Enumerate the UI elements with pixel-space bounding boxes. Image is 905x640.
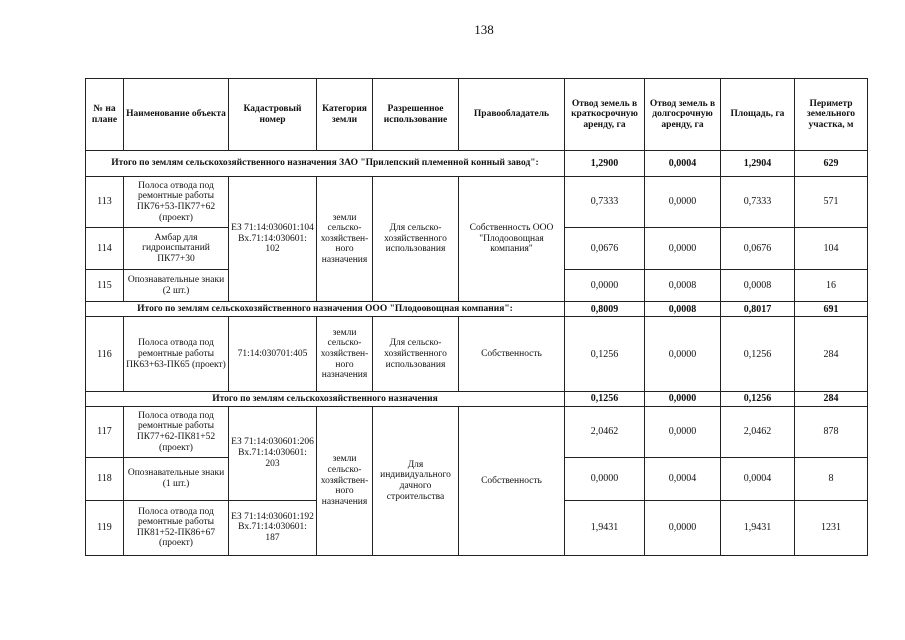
row-area: 0,0676 <box>721 227 795 270</box>
header-num: № на плане <box>86 79 124 151</box>
row-perimeter: 16 <box>795 270 868 302</box>
total-row <box>86 151 868 177</box>
row-num: 116 <box>86 317 124 391</box>
header-category: Категория земли <box>317 79 373 151</box>
header-short-lease: Отвод земель в краткосрочную аренду, га <box>565 79 645 151</box>
row-area: 0,1256 <box>721 317 795 391</box>
header-holder: Правообладатель <box>459 79 565 151</box>
row-permitted: Для сельско-хозяйственного использования <box>373 317 459 391</box>
table-row <box>86 317 868 391</box>
total-long-lease: 0,0008 <box>645 302 721 317</box>
row-num: 118 <box>86 458 124 501</box>
total-area: 0,8017 <box>721 302 795 317</box>
header-permitted: Разрешенное использование <box>373 79 459 151</box>
page-number: 138 <box>474 22 494 37</box>
total-long-lease: 0,0004 <box>645 151 721 177</box>
row-holder: Собственность <box>459 317 565 391</box>
row-short-lease: 0,0000 <box>565 270 645 302</box>
row-num: 113 <box>86 176 124 227</box>
table-row <box>86 407 868 458</box>
row-perimeter: 8 <box>795 458 868 501</box>
total-area: 1,2904 <box>721 151 795 177</box>
total-perimeter: 691 <box>795 302 868 317</box>
row-perimeter: 1231 <box>795 500 868 555</box>
header-long-lease: Отвод земель в долгосрочную аренду, га <box>645 79 721 151</box>
row-long-lease: 0,0000 <box>645 317 721 391</box>
row-name: Полоса отвода под ремонтные работы ПК81+52-ПК86+67 (проект) <box>124 500 229 555</box>
row-long-lease: 0,0000 <box>645 407 721 458</box>
total-label: Итого по землям сельскохозяйственного назначения ООО "Плодоовощная компания": <box>86 302 565 317</box>
row-name: Амбар для гидроиспытаний ПК77+30 <box>124 227 229 270</box>
table-row <box>86 176 868 227</box>
header-area: Площадь, га <box>721 79 795 151</box>
header-perimeter: Периметр земельного участка, м <box>795 79 868 151</box>
row-perimeter: 284 <box>795 317 868 391</box>
row-long-lease: 0,0000 <box>645 500 721 555</box>
header-cadastral: Кадастровый номер <box>229 79 317 151</box>
row-area: 1,9431 <box>721 500 795 555</box>
row-perimeter: 104 <box>795 227 868 270</box>
row-cadastral: ЕЗ 71:14:030601:192 Вх.71:14:030601: 187 <box>229 500 317 555</box>
total-short-lease: 0,8009 <box>565 302 645 317</box>
total-perimeter: 629 <box>795 151 868 177</box>
row-name: Опознавательные знаки (1 шт.) <box>124 458 229 501</box>
row-name: Полоса отвода под ремонтные работы ПК77+62-ПК81+52 (проект) <box>124 407 229 458</box>
row-long-lease: 0,0000 <box>645 176 721 227</box>
total-perimeter: 284 <box>795 391 868 406</box>
total-row <box>86 391 868 406</box>
row-area: 2,0462 <box>721 407 795 458</box>
row-category: земли сельско-хозяйствен-ного назначения <box>317 407 373 556</box>
row-short-lease: 0,0000 <box>565 458 645 501</box>
row-area: 0,0008 <box>721 270 795 302</box>
row-long-lease: 0,0000 <box>645 227 721 270</box>
row-short-lease: 2,0462 <box>565 407 645 458</box>
row-category: земли сельско-хозяйствен-ного назначения <box>317 317 373 391</box>
row-long-lease: 0,0004 <box>645 458 721 501</box>
land-allocation-table <box>85 78 868 556</box>
row-name: Полоса отвода под ремонтные работы ПК76+53-ПК77+62 (проект) <box>124 176 229 227</box>
row-num: 119 <box>86 500 124 555</box>
row-permitted: Для сельско-хозяйственного использования <box>373 176 459 302</box>
row-short-lease: 0,7333 <box>565 176 645 227</box>
row-short-lease: 0,1256 <box>565 317 645 391</box>
row-num: 117 <box>86 407 124 458</box>
total-long-lease: 0,0000 <box>645 391 721 406</box>
row-cadastral: ЕЗ 71:14:030601:104 Вх.71:14:030601: 102 <box>229 176 317 302</box>
row-num: 115 <box>86 270 124 302</box>
row-permitted: Для индивидуального дачного строительства <box>373 407 459 556</box>
row-long-lease: 0,0008 <box>645 270 721 302</box>
row-holder: Собственность ООО "Плодоовощная компания" <box>459 176 565 302</box>
row-cadastral: ЕЗ 71:14:030601:206 Вх.71:14:030601: 203 <box>229 407 317 501</box>
row-area: 0,7333 <box>721 176 795 227</box>
row-short-lease: 1,9431 <box>565 500 645 555</box>
total-short-lease: 1,2900 <box>565 151 645 177</box>
row-short-lease: 0,0676 <box>565 227 645 270</box>
total-row <box>86 302 868 317</box>
total-area: 0,1256 <box>721 391 795 406</box>
total-label: Итого по землям сельскохозяйственного назначения ЗАО "Прилепский племенной конный завод": <box>86 151 565 177</box>
row-category: земли сельско-хозяйствен-ного назначения <box>317 176 373 302</box>
row-perimeter: 878 <box>795 407 868 458</box>
total-label: Итого по землям сельскохозяйственного назначения <box>86 391 565 406</box>
row-perimeter: 571 <box>795 176 868 227</box>
header-name: Наименование объекта <box>124 79 229 151</box>
row-holder: Собственность <box>459 407 565 556</box>
row-name: Полоса отвода под ремонтные работы ПК63+63-ПК65 (проект) <box>124 317 229 391</box>
row-num: 114 <box>86 227 124 270</box>
row-name: Опознавательные знаки (2 шт.) <box>124 270 229 302</box>
row-cadastral: 71:14:030701:405 <box>229 317 317 391</box>
total-short-lease: 0,1256 <box>565 391 645 406</box>
row-area: 0,0004 <box>721 458 795 501</box>
header-row <box>86 79 868 151</box>
